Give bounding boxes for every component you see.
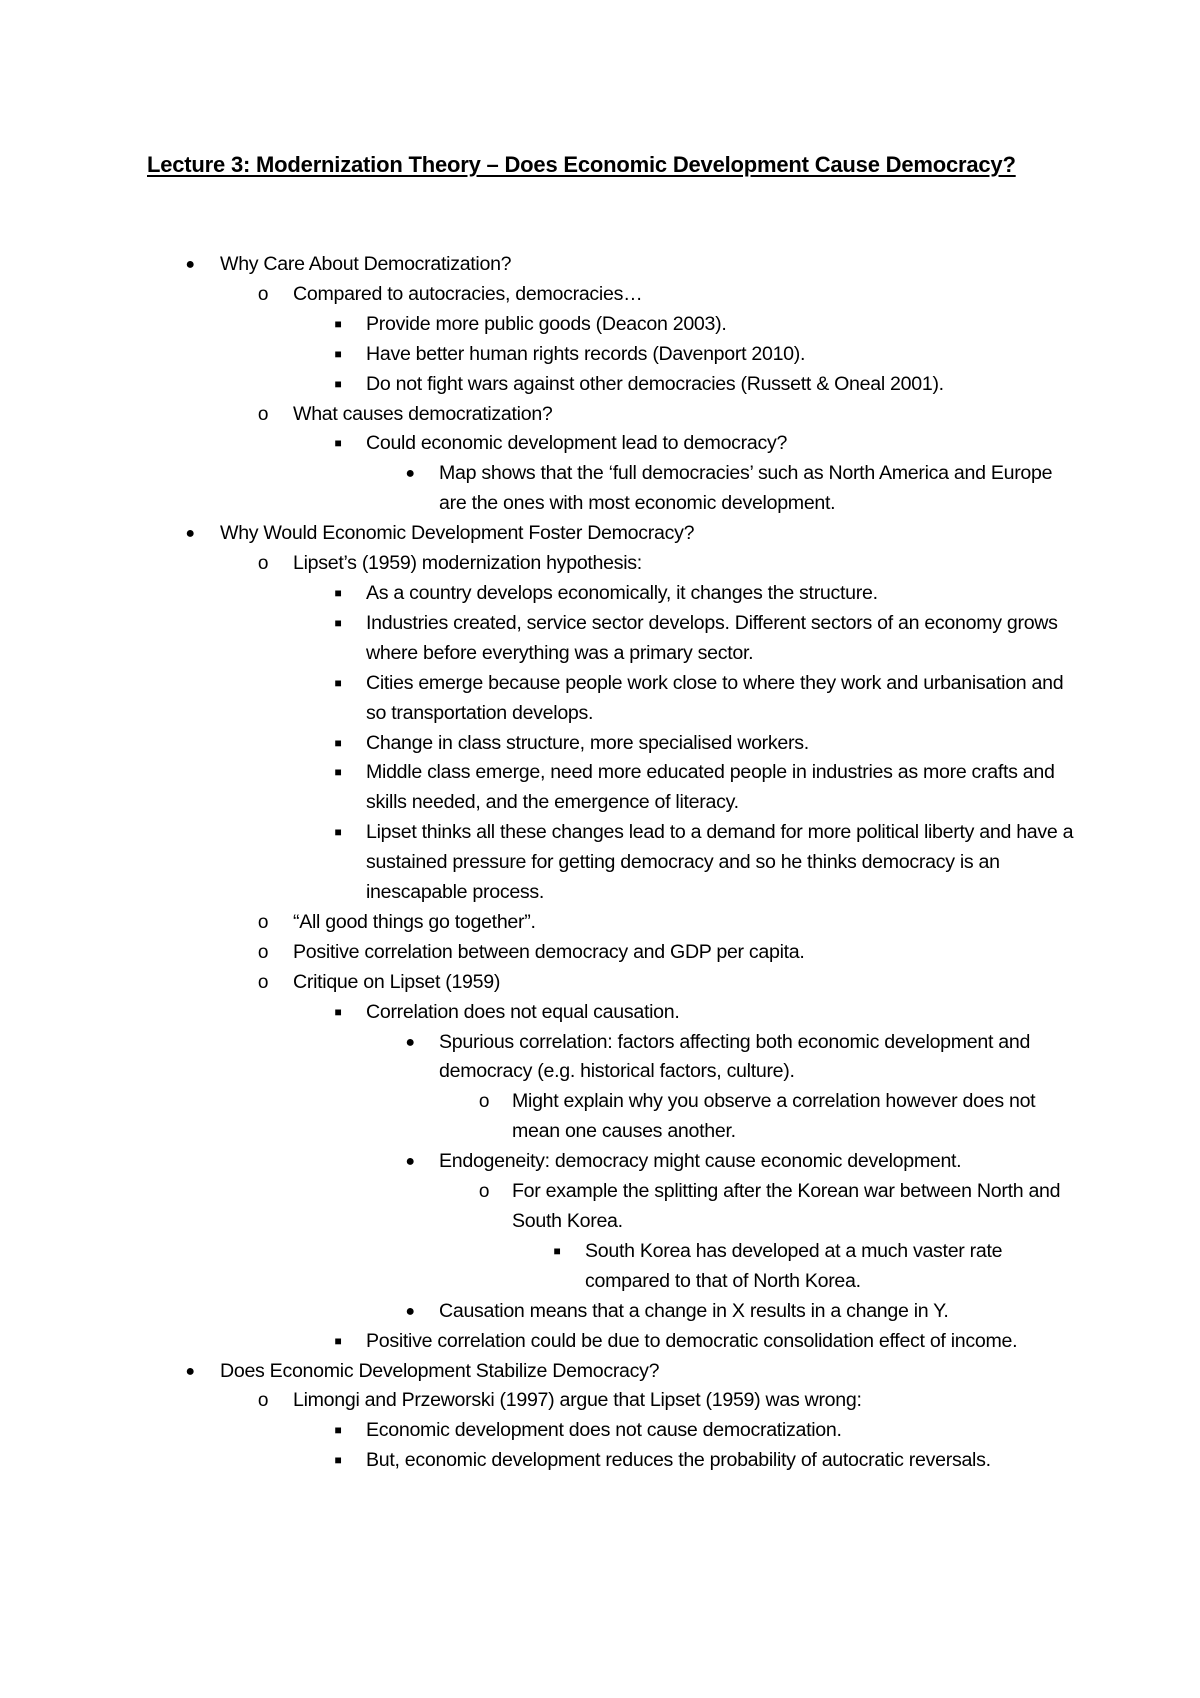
square-bullet-icon: ■ [334,1453,342,1468]
square-bullet-icon: ■ [334,615,342,630]
square-bullet-icon: ■ [334,316,342,331]
outline-item-text: Cities emerge because people work close to where they work and urbanisation and so transportation develops. [366,671,1064,724]
outline-item-text: Middle class emerge, need more educated people in industries as more crafts and skills needed, and the emergence of literacy. [366,761,1055,814]
outline-item-level-3 [0,669,1200,729]
outline-item-text: Critique on Lipset (1959) [293,970,501,993]
outline-item-text: Endogeneity: democracy might cause economic development. [439,1150,962,1173]
document-title: Lecture 3: Modernization Theory – Does Economic Development Cause Democracy? [147,152,1016,177]
outline-item-text: Might explain why you observe a correlation however does not mean one causes another. [512,1090,1036,1143]
outline-item-text: Limongi and Przeworski (1997) argue that Lipset (1959) was wrong: [293,1389,862,1412]
outline-item-level-3 [0,818,1200,908]
outline-item-level-1 [0,519,1200,549]
outline-item-level-3 [0,370,1200,400]
outline-item-text: As a country develops economically, it changes the structure. [366,581,878,604]
bullet-icon: ● [405,1153,415,1171]
bullet-icon: ● [185,525,195,543]
square-bullet-icon: ■ [334,346,342,361]
outline-item-level-2 [0,908,1200,938]
circle-bullet-icon: o [257,911,269,933]
outline-item-level-2 [0,549,1200,579]
bullet-icon: ● [185,1362,195,1380]
outline-item-level-3 [0,310,1200,340]
outline-item-text: Lipset’s (1959) modernization hypothesis: [293,552,642,575]
outline-item-level-2 [0,400,1200,430]
outline-item-text: Compared to autocracies, democracies… [293,282,643,305]
outline-item-level-1 [0,1357,1200,1387]
outline-item-level-3 [0,429,1200,459]
outline-item-text: Map shows that the ‘full democracies’ such as North America and Europe are the ones with most economic development. [439,462,1053,515]
outline-item-level-4 [0,1147,1200,1177]
outline-item-level-4 [0,459,1200,519]
outline-item-text: “All good things go together”. [293,910,536,933]
outline-item-level-3 [0,758,1200,818]
bullet-icon: ● [405,1033,415,1051]
bullet-icon: ● [405,1302,415,1320]
outline-item-text: Could economic development lead to democracy? [366,432,788,455]
outline-item-text: Industries created, service sector develops. Different sectors of an economy grows where before everything was a primary sector. [366,611,1058,664]
square-bullet-icon: ■ [334,735,342,750]
bullet-icon: ● [185,256,195,273]
outline-item-text: Does Economic Development Stabilize Democracy? [220,1359,660,1382]
outline-item-level-3 [0,998,1200,1028]
outline-item-level-2 [0,280,1200,310]
outline-item-text: Do not fight wars against other democracies (Russett & Oneal 2001). [366,372,944,395]
outline-item-text: Provide more public goods (Deacon 2003). [366,312,727,335]
outline-item-text: Economic development does not cause democratization. [366,1419,842,1442]
outline-item-text: Positive correlation could be due to democratic consolidation effect of income. [366,1329,1018,1352]
outline-item-text: Lipset thinks all these changes lead to a demand for more political liberty and have a sustained pressure for getting democracy and so he thinks democracy is an inescapable process. [366,821,1074,904]
outline-item-level-2 [0,938,1200,968]
square-bullet-icon: ■ [334,1004,342,1019]
square-bullet-icon: ■ [334,1423,342,1438]
square-bullet-icon: ■ [553,1243,561,1258]
outline-item-text: South Korea has developed at a much vaster rate compared to that of North Korea. [585,1239,1003,1292]
outline-item-text: Have better human rights records (Davenport 2010). [366,342,806,365]
outline-item-level-2 [0,968,1200,998]
circle-bullet-icon: o [257,941,269,963]
outline-item-text: Change in class structure, more specialised workers. [366,731,809,754]
outline-item-text: Why Would Economic Development Foster Democracy? [220,522,695,545]
square-bullet-icon: ■ [334,765,342,780]
outline-item-level-3 [0,609,1200,669]
outline-item-text: Positive correlation between democracy and GDP per capita. [293,940,805,963]
lecture-outline [0,250,1200,1476]
outline-item-level-3 [0,579,1200,609]
square-bullet-icon: ■ [334,675,342,690]
outline-item-level-4 [0,1028,1200,1088]
outline-item-level-3 [0,340,1200,370]
outline-item-level-2 [0,1386,1200,1416]
circle-bullet-icon: o [478,1181,490,1203]
circle-bullet-icon: o [257,403,269,425]
circle-bullet-icon: o [257,971,269,993]
circle-bullet-icon: o [478,1091,490,1113]
outline-item-text: Correlation does not equal causation. [366,1000,680,1023]
outline-item-level-5 [0,1177,1200,1237]
bullet-icon: ● [405,465,415,483]
outline-item-text: For example the splitting after the Korean war between North and South Korea. [512,1180,1061,1232]
outline-item-text: But, economic development reduces the probability of autocratic reversals. [366,1449,991,1472]
outline-item-level-3 [0,1446,1200,1476]
outline-item-level-3 [0,1327,1200,1357]
circle-bullet-icon: o [257,553,269,575]
circle-bullet-icon: o [257,283,269,305]
outline-item-text: Why Care About Democratization? [220,253,512,275]
outline-item-level-3 [0,1416,1200,1446]
outline-item-level-5 [0,1087,1200,1147]
square-bullet-icon: ■ [334,436,342,451]
outline-item-level-1 [0,250,1200,280]
outline-item-text: Causation means that a change in X results in a change in Y. [439,1299,949,1322]
square-bullet-icon: ■ [334,376,342,391]
outline-item-text: What causes democratization? [293,402,553,425]
square-bullet-icon: ■ [334,585,342,600]
circle-bullet-icon: o [257,1390,269,1412]
outline-item-level-6 [0,1237,1200,1297]
outline-item-text: Spurious correlation: factors affecting both economic development and democracy (e.g. historical factors, culture). [439,1030,1031,1083]
square-bullet-icon: ■ [334,1333,342,1348]
square-bullet-icon: ■ [334,825,342,840]
outline-item-level-3 [0,729,1200,759]
outline-item-level-4 [0,1297,1200,1327]
